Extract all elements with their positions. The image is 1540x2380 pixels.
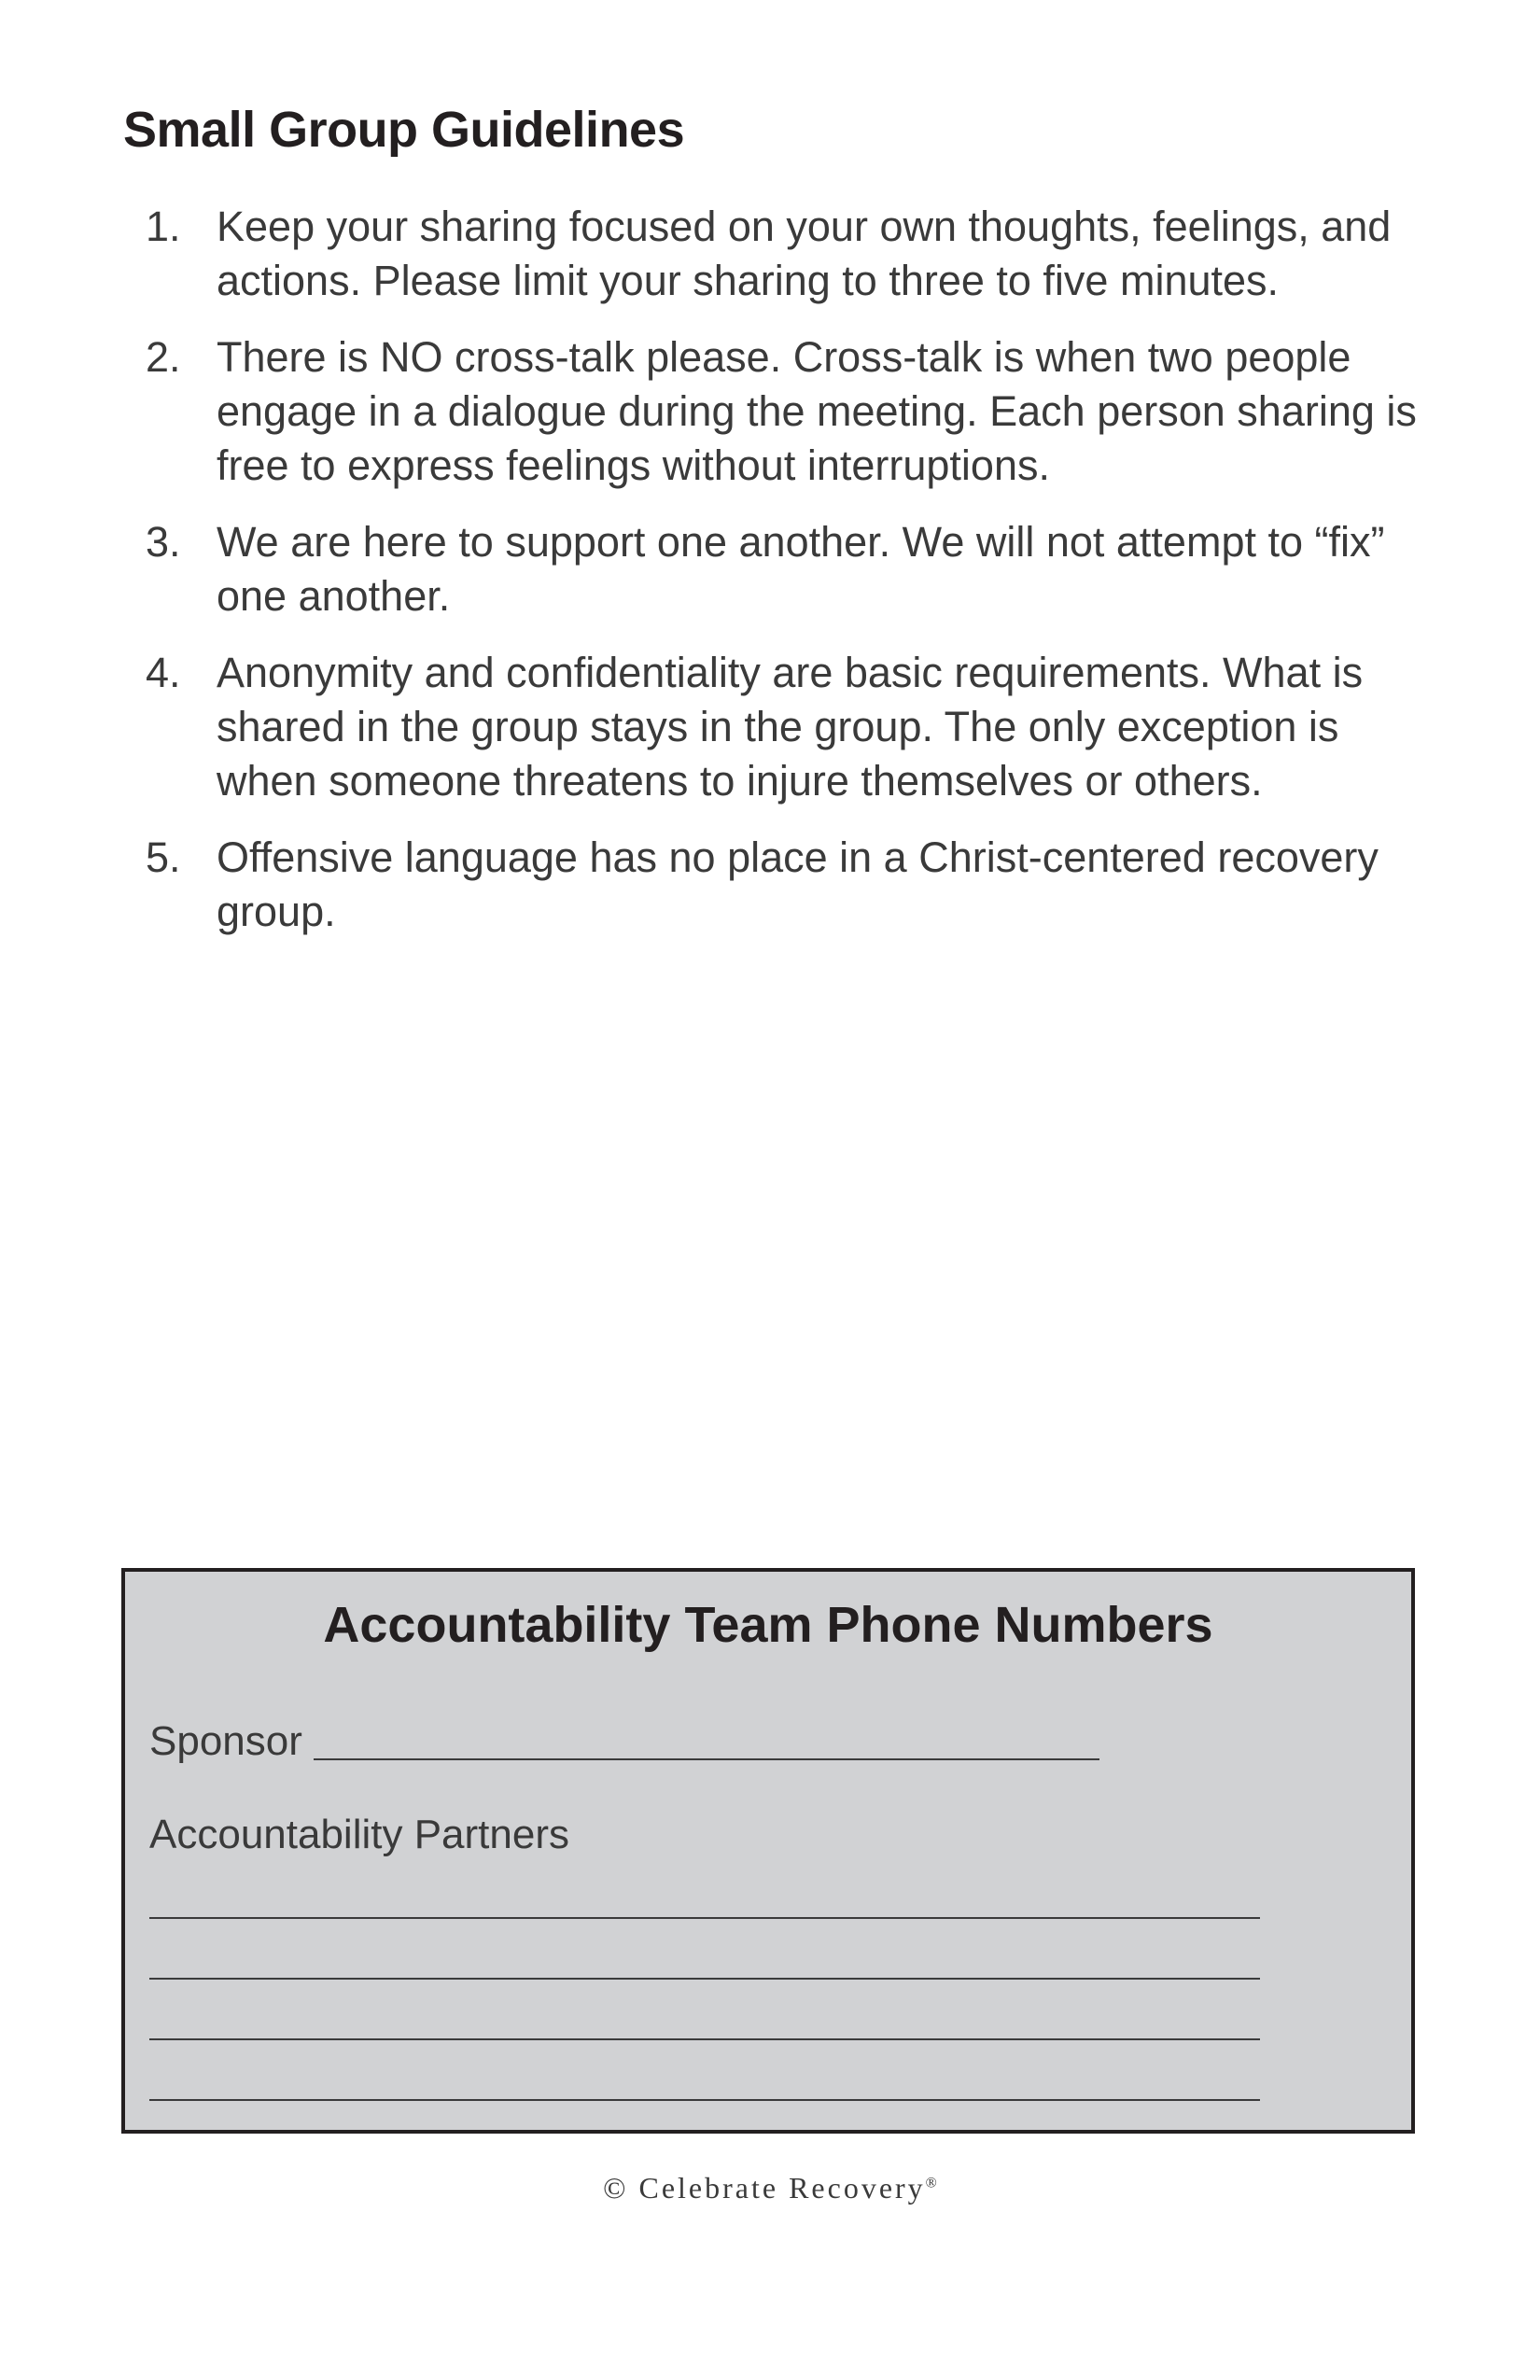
guideline-number: 4. [146,649,181,696]
copyright-symbol: © [603,2171,629,2205]
partner-write-line-2[interactable] [149,1978,1260,1980]
guideline-item [140,330,1447,493]
guideline-number: 5. [146,833,181,881]
guideline-text: Anonymity and confidentiality are basic requirements. What is shared in the group stays in the group. The only exception is when someone threatens to injure themselves or others. [217,649,1364,805]
guideline-text: We are here to support one another. We will not attempt to “fix” one another. [217,518,1385,620]
guideline-number: 2. [146,333,181,381]
footer-copyright [0,2171,1540,2205]
partner-write-line-4[interactable] [149,2099,1260,2101]
guideline-item [140,831,1447,939]
partner-write-line-3[interactable] [149,2038,1260,2040]
footer-brand: Celebrate Recovery [638,2171,926,2205]
sponsor-label: Sponsor [149,1718,302,1764]
guidelines-list [140,200,1447,961]
partner-write-line-1[interactable] [149,1917,1260,1919]
partners-label: Accountability Partners [149,1812,569,1857]
guideline-text: There is NO cross-talk please. Cross-talk is when two people engage in a dialogue during the meeting. Each person sharing is free to express feelings without interruptions. [217,333,1417,489]
sponsor-field[interactable] [149,1710,1099,1766]
guideline-number: 3. [146,518,181,566]
sponsor-write-line[interactable] [314,1757,1099,1760]
guideline-text: Offensive language has no place in a Christ-centered recovery group. [217,833,1379,935]
registered-mark: ® [925,2175,937,2191]
guideline-item [140,200,1447,308]
phone-numbers-box [121,1568,1415,2134]
guideline-text: Keep your sharing focused on your own thoughts, feelings, and actions. Please limit your sharing to three to five minutes. [217,203,1392,304]
guideline-item [140,646,1447,808]
phone-box-title: Accountability Team Phone Numbers [323,1597,1213,1653]
guideline-item [140,515,1447,623]
guideline-number: 1. [146,203,181,250]
page-title: Small Group Guidelines [123,102,685,158]
